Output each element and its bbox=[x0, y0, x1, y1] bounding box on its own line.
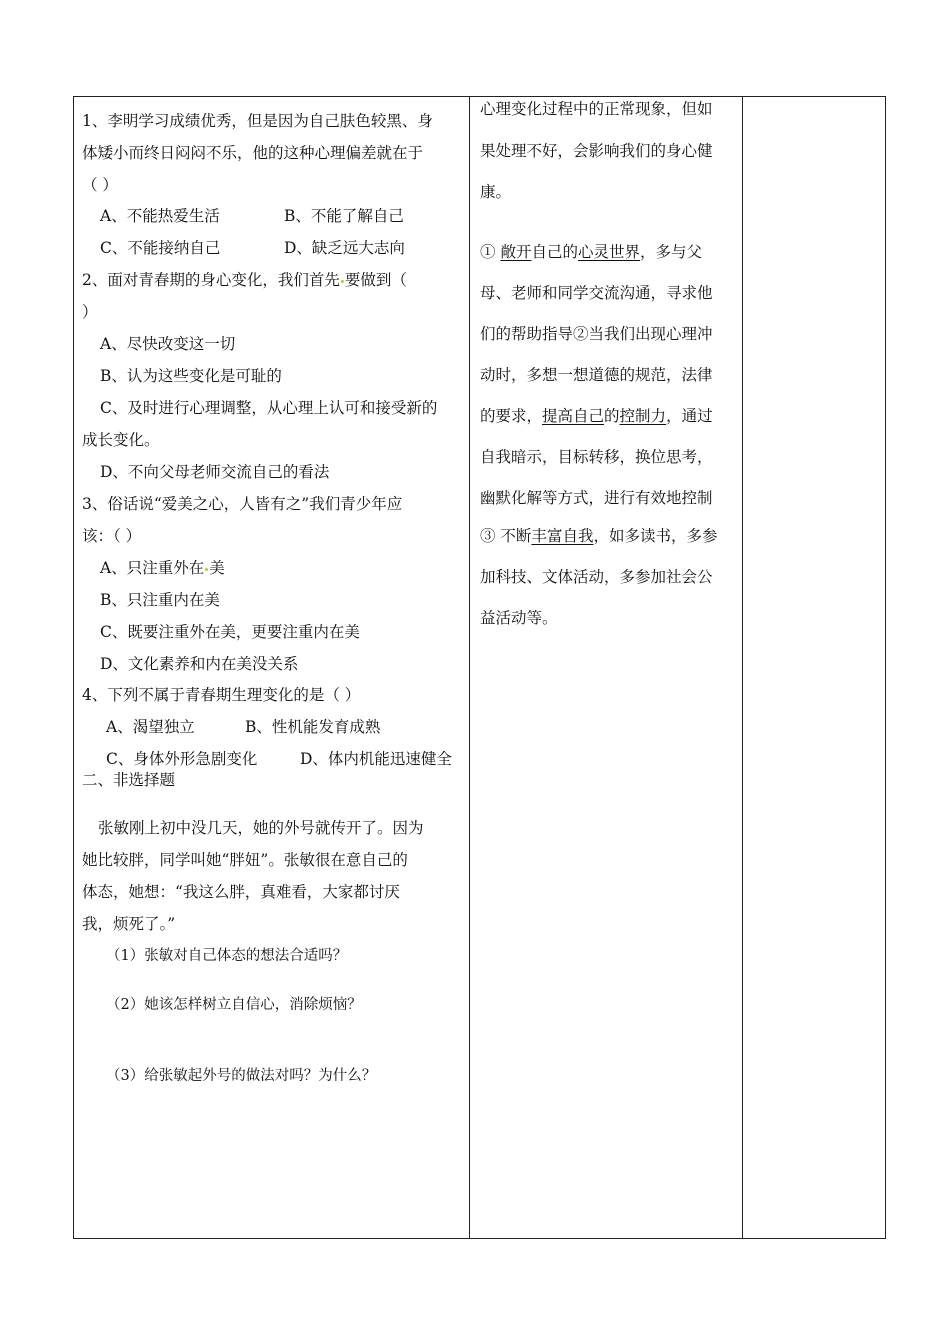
q4-option-d: D、体内机能迅速健全 bbox=[300, 750, 452, 768]
text-self: 自己的 bbox=[531, 243, 578, 261]
q2-option-d: D、不向父母老师交流自己的看法 bbox=[100, 463, 330, 481]
answer-line-8 bbox=[480, 401, 713, 431]
table-divider-2 bbox=[742, 96, 743, 1239]
story-line3: 体态，她想：“我这么胖，真难看，大家都讨厌 bbox=[82, 883, 400, 901]
answer-line-4 bbox=[480, 237, 702, 267]
answer-line-2: 果处理不好，会影响我们的身心健 bbox=[480, 142, 713, 160]
story-line2: 她比较胖，同学叫她“胖妞”。张敏很在意自己的 bbox=[82, 851, 408, 869]
q2-option-a: A、尽快改变这一切 bbox=[100, 335, 236, 353]
text-circled-3: ③ 不断 bbox=[480, 527, 532, 545]
q2-option-b: B、认为这些变化是可耻的 bbox=[100, 367, 282, 385]
text-of: 的 bbox=[604, 407, 620, 425]
q1-line1: 1、李明学习成绩优秀，但是因为自己肤色较黑、身 bbox=[82, 112, 433, 130]
q4-option-a: A、渴望独立 bbox=[106, 718, 195, 736]
sub-question-1: （1）张敏对自己体态的想法合适吗？ bbox=[106, 948, 348, 964]
q4-option-c: C、身体外形急剧变化 bbox=[106, 750, 258, 768]
answer-line-13: 益活动等。 bbox=[480, 609, 558, 627]
table-border-left bbox=[73, 96, 74, 1239]
q1-option-b: B、不能了解自己 bbox=[284, 207, 404, 225]
sub-question-2: （2）她该怎样树立自信心，消除烦恼？ bbox=[106, 997, 362, 1013]
q2-line1 bbox=[82, 265, 407, 295]
q2-option-c-line1: C、及时进行心理调整，从心理上认可和接受新的 bbox=[100, 399, 438, 417]
answer-line-7: 动时，多想一想道德的规范，法律 bbox=[480, 366, 713, 384]
circled-1: ① bbox=[480, 243, 496, 261]
q3-option-a-part2: 美 bbox=[209, 559, 225, 577]
q3-option-d: D、文化素养和内在美没关系 bbox=[100, 655, 299, 673]
sub-question-3: （3）给张敏起外号的做法对吗？为什么？ bbox=[106, 1068, 377, 1084]
text-read-more: ，如多读书，多参 bbox=[593, 527, 718, 545]
story-line1: 张敏刚上初中没几天，她的外号就传开了。因为 bbox=[98, 819, 424, 837]
notes-cell bbox=[744, 96, 884, 1238]
q2-option-c-line2: 成长变化。 bbox=[82, 431, 160, 449]
answer-line-3: 康。 bbox=[480, 183, 512, 201]
q3-option-a bbox=[100, 553, 225, 583]
q1-line3: （ ） bbox=[82, 176, 118, 194]
underlined-control: 控制力 bbox=[619, 407, 667, 425]
answer-line-9: 自我暗示，目标转移，换位思考， bbox=[480, 448, 713, 466]
underlined-improve-self: 提高自己 bbox=[542, 407, 605, 425]
underlined-open: 敞开 bbox=[500, 243, 532, 261]
answer-line-10: 幽默化解等方式，进行有效地控制 bbox=[480, 489, 713, 507]
q3-option-a-part1: A、只注重外在 bbox=[100, 559, 205, 577]
q1-option-c: C、不能接纳自己 bbox=[100, 239, 221, 257]
answer-line-1: 心理变化过程中的正常现象，但如 bbox=[480, 100, 713, 118]
q2-line1-part1: 2、面对青春期的身心变化，我们首先 bbox=[82, 271, 340, 289]
text-requirement: 的要求， bbox=[480, 407, 543, 425]
q3-line2: 该：（ ） bbox=[82, 527, 142, 545]
q3-option-c: C、既要注重外在美，更要注重内在美 bbox=[100, 623, 360, 641]
q2-line2: ） bbox=[82, 303, 98, 321]
underlined-enrich-self: 丰富自我 bbox=[531, 527, 594, 545]
answer-line-6: 们的帮助指导②当我们出现心理冲 bbox=[480, 325, 713, 343]
section2-heading: 二、非选择题 bbox=[82, 771, 176, 789]
underlined-heart-world: 心灵世界 bbox=[577, 243, 640, 261]
answer-line-11 bbox=[480, 521, 717, 551]
table-divider-1 bbox=[469, 96, 470, 1239]
text-through: ，通过 bbox=[666, 407, 713, 425]
ink-dot bbox=[205, 568, 208, 571]
q3-option-b: B、只注重内在美 bbox=[100, 591, 220, 609]
story-line4: 我，烦死了。” bbox=[82, 915, 176, 933]
table-border-bottom bbox=[73, 1238, 886, 1239]
ink-dot bbox=[341, 280, 344, 283]
q4-line1: 4、下列不属于青春期生理变化的是（ ） bbox=[82, 686, 361, 704]
q4-option-b: B、性机能发育成熟 bbox=[245, 718, 381, 736]
q2-line1-part2: 要做到（ bbox=[344, 271, 407, 289]
q3-line1: 3、俗话说“爱美之心，人皆有之”我们青少年应 bbox=[82, 495, 403, 513]
q1-option-a: A、不能热爱生活 bbox=[100, 207, 220, 225]
answer-line-12: 加科技、文体活动，多参加社会公 bbox=[480, 568, 713, 586]
answers-cell bbox=[471, 96, 741, 1238]
text-parents: ，多与父 bbox=[640, 243, 703, 261]
table-border-right bbox=[885, 96, 886, 1239]
q1-line2: 体矮小而终日闷闷不乐，他的这种心理偏差就在于 bbox=[82, 144, 424, 162]
answer-line-5: 母、老师和同学交流沟通，寻求他 bbox=[480, 284, 713, 302]
q1-option-d: D、缺乏远大志向 bbox=[284, 239, 405, 257]
